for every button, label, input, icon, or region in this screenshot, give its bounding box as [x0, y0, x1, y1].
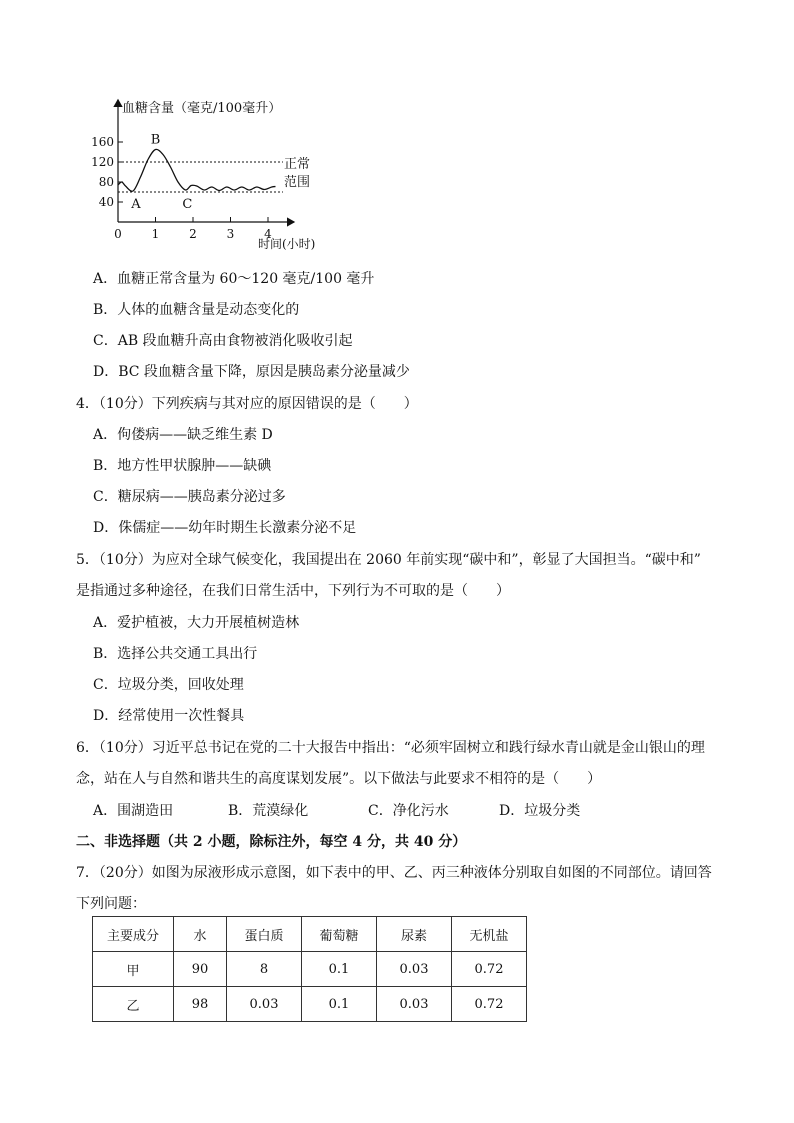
q4-stem: 4．（10分）下列疾病与其对应的原因错误的是（ ） [76, 396, 418, 412]
table-header-cell: 主要成分 [93, 917, 174, 952]
composition-table [92, 916, 527, 1022]
x-tick-label: 1 [151, 227, 160, 241]
q5-option-c: C．垃圾分类，回收处理 [93, 677, 244, 693]
q4-option-d: D．侏儒症——幼年时期生长激素分泌不足 [93, 520, 357, 536]
blood-glucose-chart [88, 92, 348, 262]
x-tick-label: 0 [114, 227, 122, 241]
table-cell: 0.72 [452, 987, 527, 1022]
table-cell: 0.1 [302, 987, 377, 1022]
blood-glucose-curve [118, 149, 276, 191]
y-tick-label: 160 [91, 135, 114, 149]
table-row [93, 952, 527, 987]
y-tick-label: 80 [98, 175, 114, 189]
q6-stem-line-2: 念，站在人与自然和谐共生的高度谋划发展”。以下做法与此要求不相符的是（ ） [76, 771, 602, 787]
x-tick-label: 2 [189, 227, 197, 241]
q3-option-a: A．血糖正常含量为 60～120 毫克/100 毫升 [93, 271, 375, 287]
y-axis-label: 血糖含量（毫克/100毫升） [122, 101, 282, 116]
y-tick-label: 40 [98, 195, 114, 209]
table-header-cell: 无机盐 [452, 917, 527, 952]
table-header-row [93, 917, 527, 952]
table-cell: 90 [174, 952, 227, 987]
q7-stem-line-2: 下列问题： [76, 896, 146, 912]
table-cell: 0.03 [377, 987, 452, 1022]
q6-stem-line-1: 6．（10分）习近平总书记在党的二十大报告中指出：“必须牢固树立和践行绿水青山就是金山银山的理 [76, 740, 705, 756]
table-row [93, 987, 527, 1022]
q6-option-a: A．围湖造田 [93, 803, 174, 819]
y-tick-label: 120 [91, 155, 114, 169]
table-cell: 8 [227, 952, 302, 987]
x-axis-label: 时间(小时) [258, 237, 316, 251]
q5-stem-line-1: 5．（10分）为应对全球气候变化，我国提出在 2060 年前实现“碳中和”，彰显了大国担当。“碳中和” [76, 552, 701, 568]
table-cell: 甲 [93, 952, 174, 987]
table-cell: 0.1 [302, 952, 377, 987]
table-cell: 0.03 [377, 952, 452, 987]
chart-svg [88, 92, 348, 262]
x-tick-label: 3 [226, 227, 235, 241]
point-label: A [131, 197, 141, 212]
point-label: B [150, 132, 161, 148]
q3-option-d: D．BC 段血糖含量下降，原因是胰岛素分泌量减少 [93, 364, 410, 380]
q3-option-b: B．人体的血糖含量是动态变化的 [93, 302, 300, 318]
q4-option-a: A．佝偻病——缺乏维生素 D [93, 427, 273, 443]
table-header-cell: 尿素 [377, 917, 452, 952]
q7-stem-line-1: 7．（20分）如图为尿液形成示意图，如下表中的甲、乙、丙三种液体分别取自如图的不同部位。请回答 [76, 865, 712, 881]
table-cell: 98 [174, 987, 227, 1022]
q5-option-d: D．经常使用一次性餐具 [93, 708, 245, 724]
q5-option-b: B．选择公共交通工具出行 [93, 646, 258, 662]
q5-option-a: A．爱护植被，大力开展植树造林 [93, 615, 300, 631]
x-tick-label: 4 [264, 227, 272, 241]
table-header-cell: 葡萄糖 [302, 917, 377, 952]
q4-option-b: B．地方性甲状腺肿——缺碘 [93, 458, 272, 474]
q5-stem-line-2: 是指通过多种途径，在我们日常生活中，下列行为不可取的是（ ） [76, 583, 510, 599]
table-cell: 0.03 [227, 987, 302, 1022]
section-2-heading: 二、非选择题（共 2 小题，除标注外，每空 4 分，共 40 分） [76, 834, 467, 850]
table-header-cell: 蛋白质 [227, 917, 302, 952]
q3-option-c: C．AB 段血糖升高由食物被消化吸收引起 [93, 333, 353, 349]
point-label: C [182, 197, 193, 212]
table-header-cell: 水 [174, 917, 227, 952]
q6-options [93, 800, 733, 820]
table-cell: 乙 [93, 987, 174, 1022]
q6-option-d: D．垃圾分类 [499, 803, 581, 819]
normal-range-label-1: 正常 [284, 157, 311, 172]
q6-option-c: C．净化污水 [368, 803, 449, 819]
table-cell: 0.72 [452, 952, 527, 987]
q4-option-c: C．糖尿病——胰岛素分泌过多 [93, 489, 286, 505]
normal-range-label-2: 范围 [284, 175, 311, 190]
q6-option-b: B．荒漠绿化 [228, 803, 309, 819]
